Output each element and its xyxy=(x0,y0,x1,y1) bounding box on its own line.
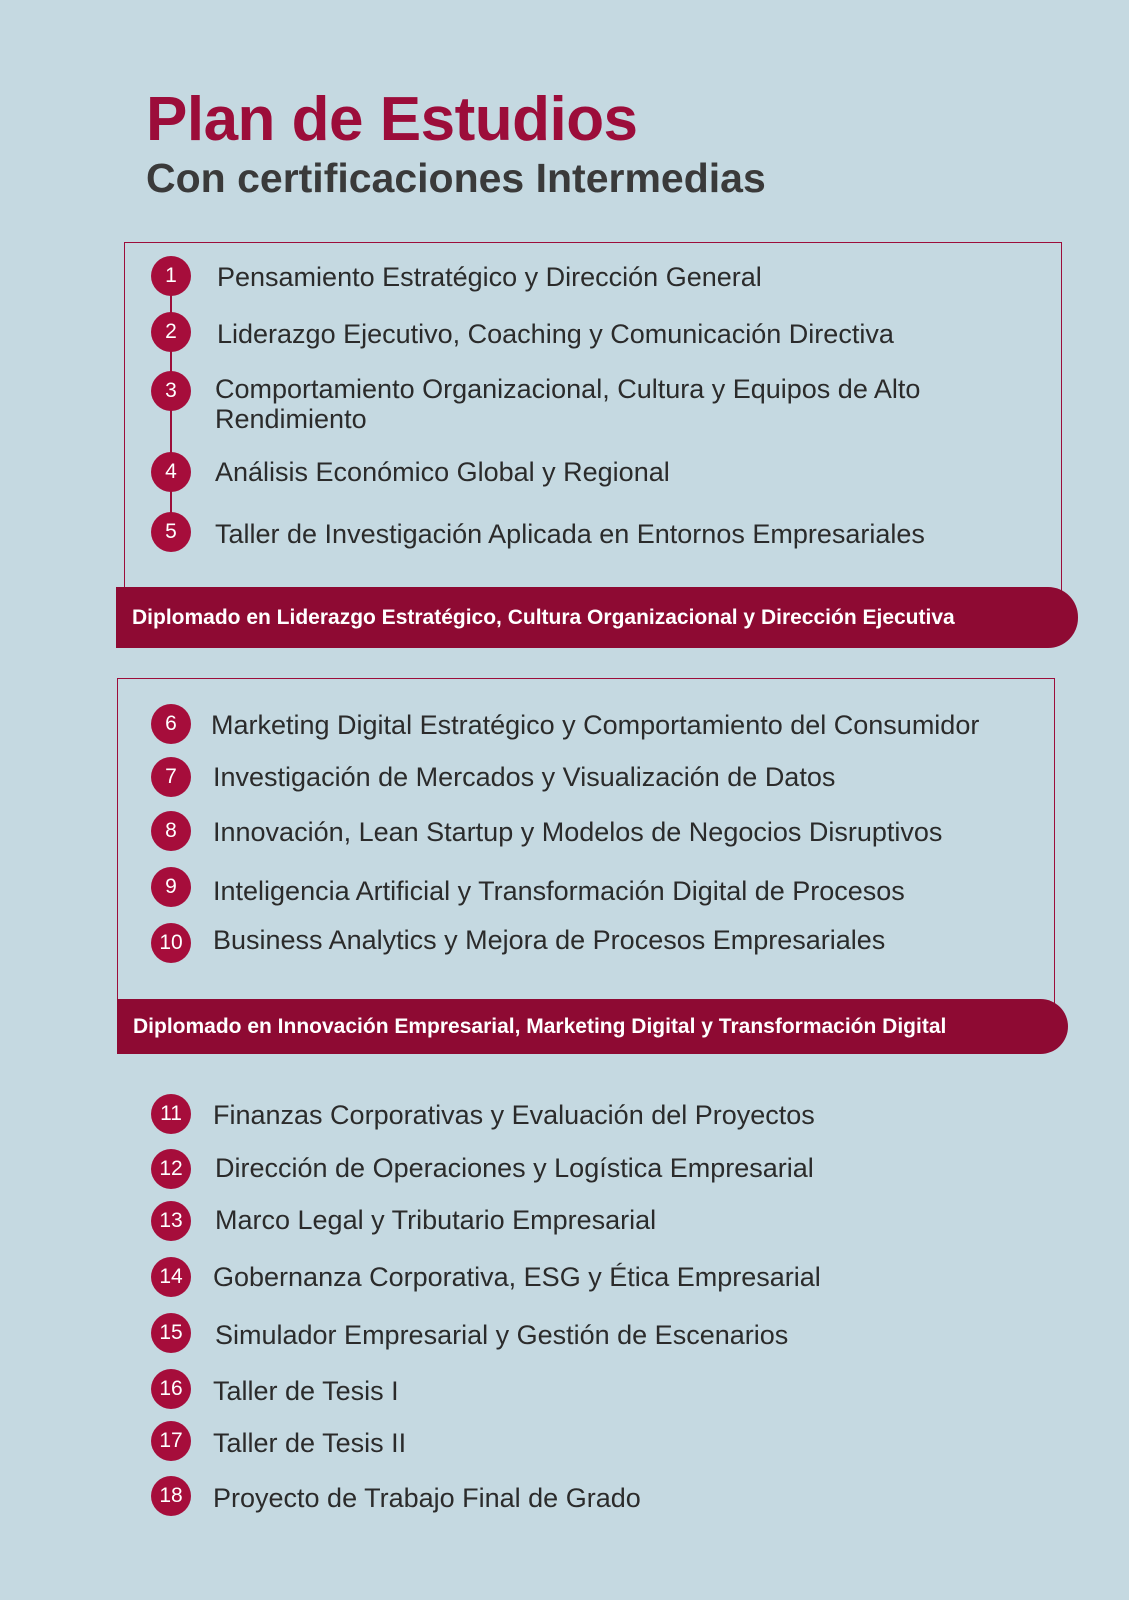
page-title: Plan de Estudios xyxy=(146,85,638,154)
module-number-badge: 8 xyxy=(151,811,191,851)
module-label: Simulador Empresarial y Gestión de Escenarios xyxy=(215,1320,789,1350)
module-label: Taller de Investigación Aplicada en Entornos Empresariales xyxy=(215,519,925,549)
module-label: Comportamiento Organizacional, Cultura y Equipos de Alto Rendimiento xyxy=(215,374,921,434)
module-number-badge: 16 xyxy=(151,1369,191,1409)
module-number-badge: 2 xyxy=(151,312,191,352)
module-label: Liderazgo Ejecutivo, Coaching y Comunicación Directiva xyxy=(217,319,894,349)
module-number-badge: 10 xyxy=(151,923,191,963)
module-number-badge: 1 xyxy=(151,256,191,296)
module-number-badge: 18 xyxy=(151,1476,191,1516)
module-number-badge: 15 xyxy=(151,1313,191,1353)
module-number-badge: 14 xyxy=(151,1257,191,1297)
module-number-badge: 17 xyxy=(151,1421,191,1461)
module-label: Marketing Digital Estratégico y Comportamiento del Consumidor xyxy=(211,710,980,740)
module-number-badge: 11 xyxy=(151,1094,191,1134)
module-label: Taller de Tesis II xyxy=(213,1428,407,1458)
module-label: Finanzas Corporativas y Evaluación del Proyectos xyxy=(213,1100,815,1130)
module-number-badge: 6 xyxy=(151,704,191,744)
module-label: Pensamiento Estratégico y Dirección General xyxy=(217,262,762,292)
module-label: Gobernanza Corporativa, ESG y Ética Empresarial xyxy=(213,1262,821,1292)
module-label: Proyecto de Trabajo Final de Grado xyxy=(213,1483,641,1513)
module-label: Business Analytics y Mejora de Procesos Empresariales xyxy=(213,925,886,955)
module-number-badge: 13 xyxy=(151,1201,191,1241)
module-number-badge: 5 xyxy=(151,512,191,552)
module-label: Innovación, Lean Startup y Modelos de Negocios Disruptivos xyxy=(213,817,943,847)
module-number-badge: 4 xyxy=(151,452,191,492)
module-number-badge: 12 xyxy=(151,1149,191,1189)
diploma-banner: Diplomado en Liderazgo Estratégico, Cultura Organizacional y Dirección Ejecutiva xyxy=(116,587,1078,648)
module-label: Dirección de Operaciones y Logística Empresarial xyxy=(215,1153,814,1183)
diploma-banner: Diplomado en Innovación Empresarial, Marketing Digital y Transformación Digital xyxy=(117,999,1068,1054)
module-label: Inteligencia Artificial y Transformación Digital de Procesos xyxy=(213,876,905,906)
page-subtitle: Con certificaciones Intermedias xyxy=(146,155,766,201)
module-label: Taller de Tesis I xyxy=(213,1376,399,1406)
module-label: Marco Legal y Tributario Empresarial xyxy=(215,1205,657,1235)
module-number-badge: 3 xyxy=(151,371,191,411)
module-label: Análisis Económico Global y Regional xyxy=(215,457,670,487)
module-label: Investigación de Mercados y Visualización de Datos xyxy=(213,762,836,792)
module-number-badge: 7 xyxy=(151,757,191,797)
module-number-badge: 9 xyxy=(151,867,191,907)
